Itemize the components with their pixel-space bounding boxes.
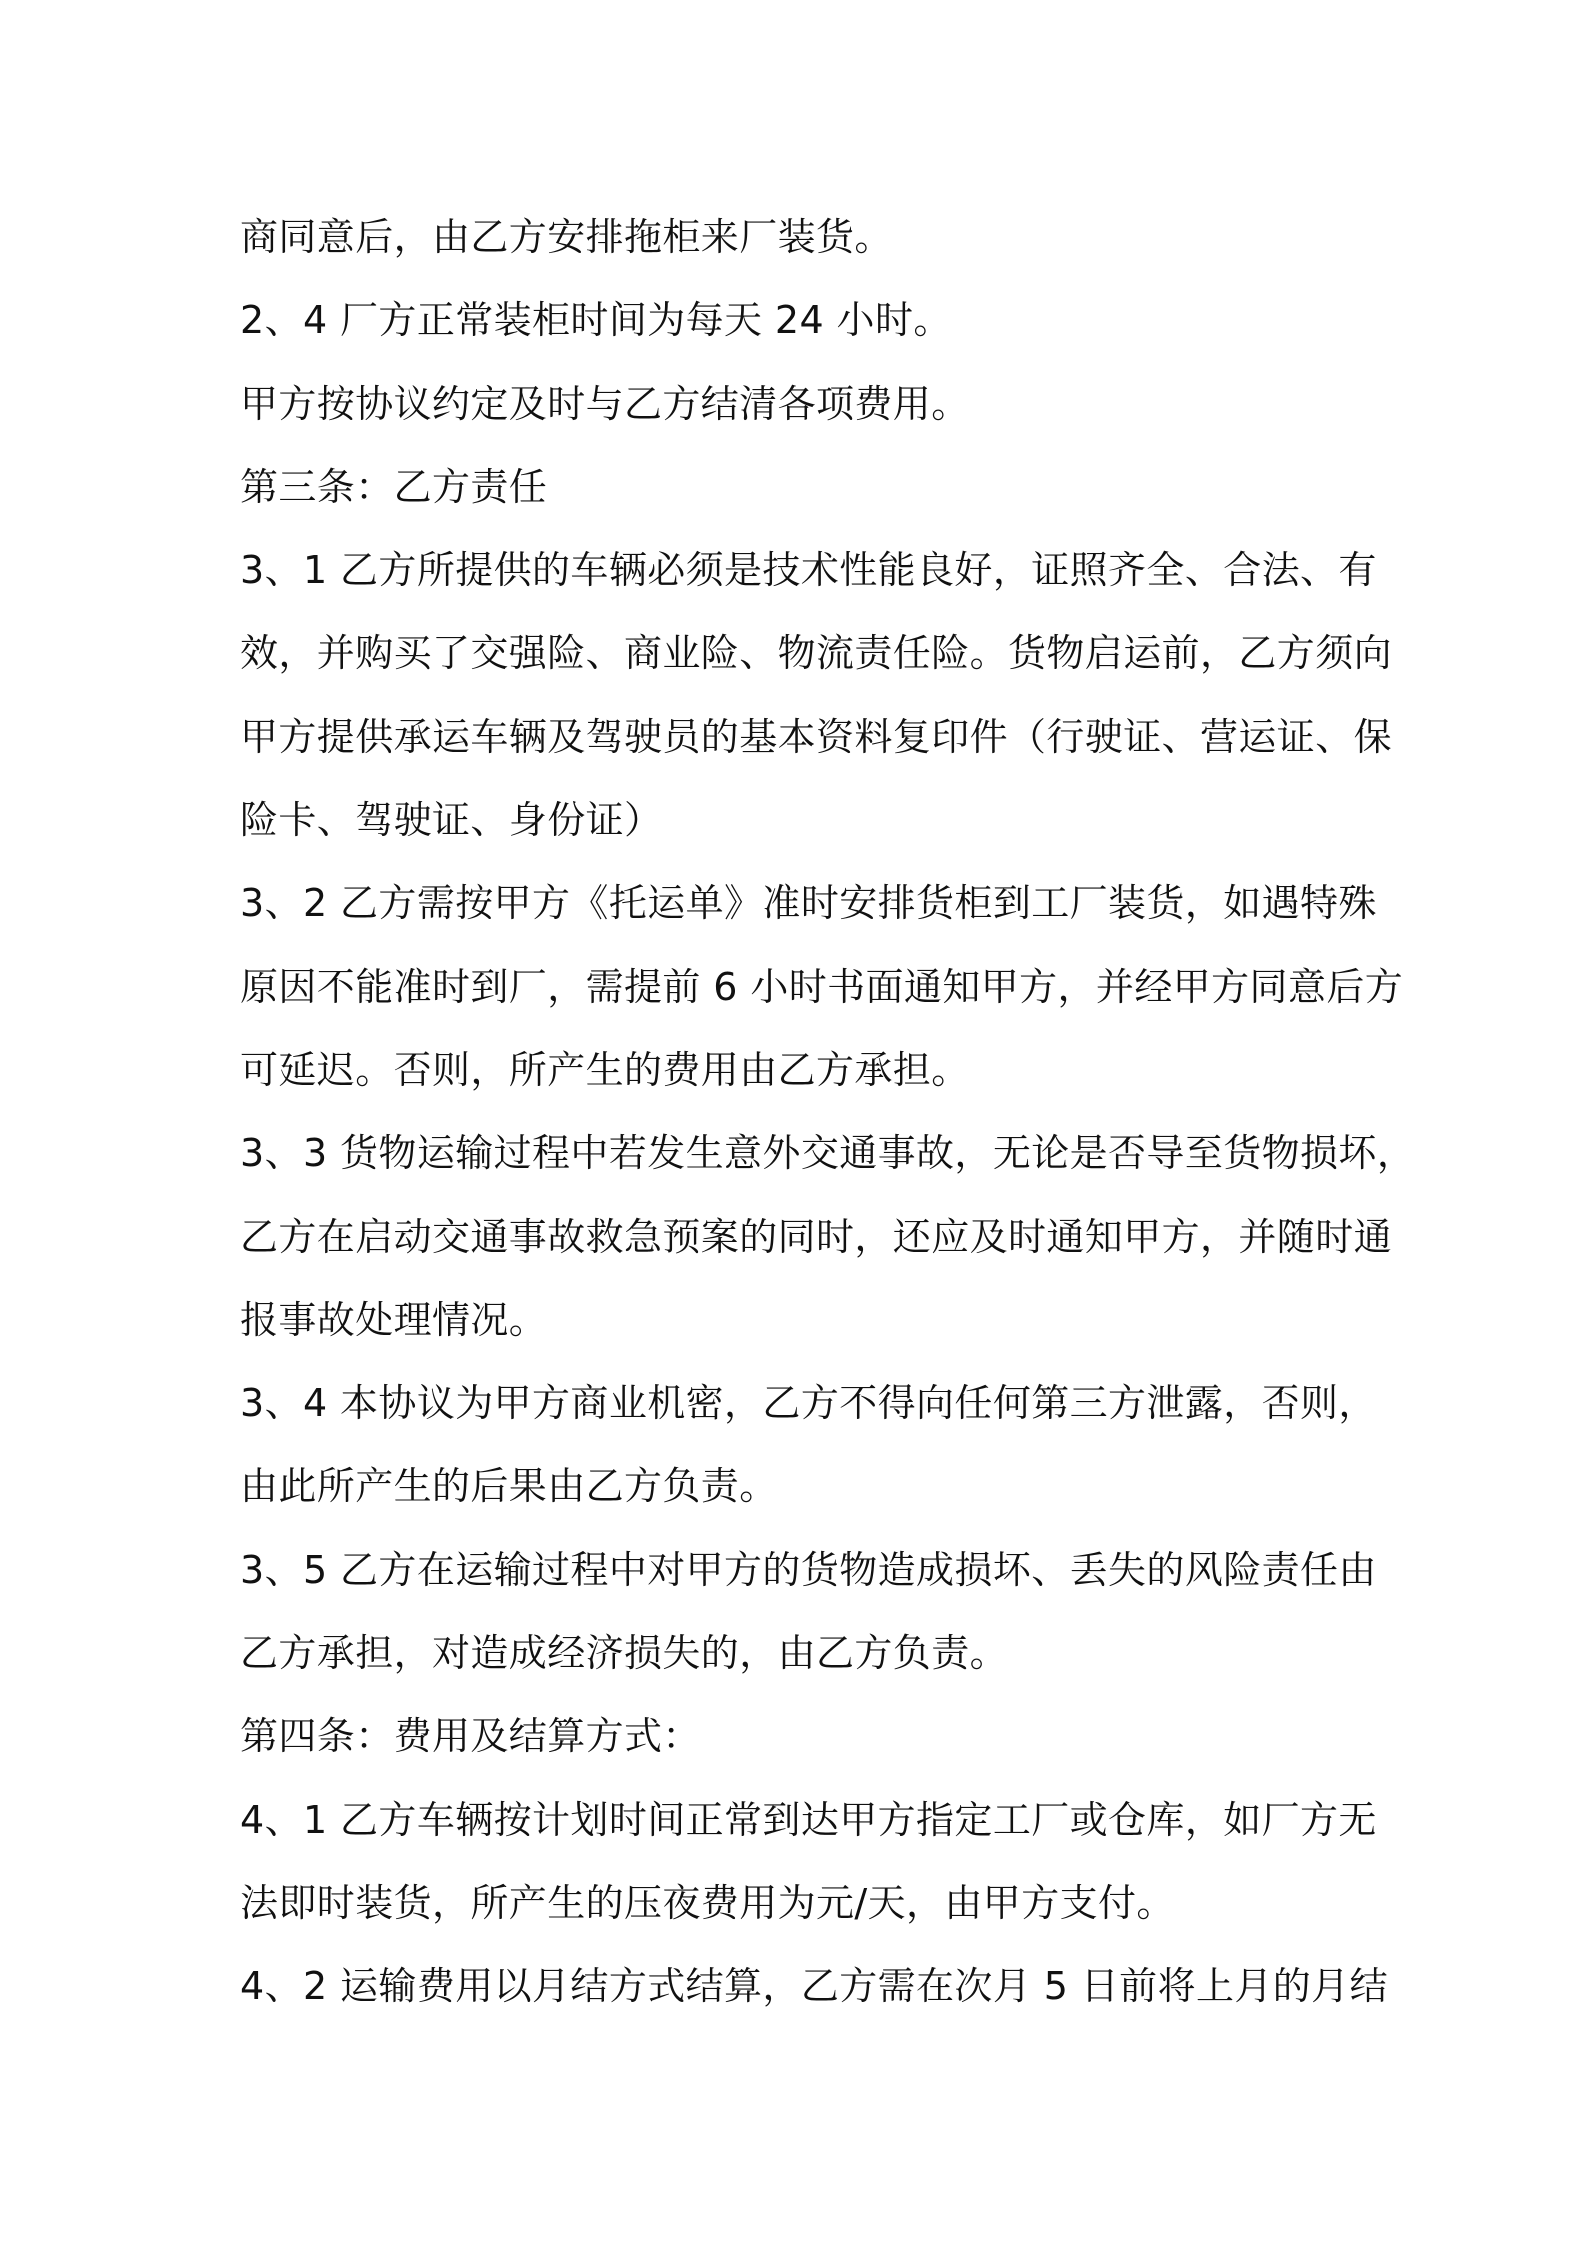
text-line-13: 乙方在启动交通事故救急预案的同时，还应及时通知甲方，并随时通	[240, 1214, 1393, 1259]
text-line-14: 报事故处理情况。	[240, 1297, 548, 1342]
text-line-1: 商同意后，由乙方安排拖柜来厂装货。	[240, 215, 893, 259]
contract-text-block	[240, 196, 1460, 2029]
text-line-6: 效，并购买了交强险、商业险、物流责任险。货物启运前，乙方须向	[240, 631, 1393, 676]
text-line-3: 甲方按协议约定及时与乙方结清各项费用。	[240, 381, 970, 426]
text-line-18: 乙方承担，对造成经济损失的，由乙方负责。	[240, 1631, 1009, 1676]
text-line-17: 3、5 乙方在运输过程中对甲方的货物造成损坏、丢失的风险责任由	[240, 1547, 1377, 1592]
text-line-22: 4、2 运输费用以月结方式结算，乙方需在次月 5 日前将上月的月结	[240, 1964, 1388, 2009]
text-line-21: 法即时装货，所产生的压夜费用为元/天，由甲方支付。	[240, 1880, 1175, 1925]
text-line-2: 2、4 厂方正常装柜时间为每天 24 小时。	[240, 298, 952, 343]
text-line-11: 可延迟。否则，所产生的费用由乙方承担。	[240, 1047, 970, 1092]
section-heading-3: 第三条：乙方责任	[240, 464, 548, 509]
text-line-12: 3、3 货物运输过程中若发生意外交通事故，无论是否导至货物损坏，	[240, 1131, 1416, 1176]
text-line-10: 原因不能准时到厂，需提前 6 小时书面通知甲方，并经甲方同意后方	[240, 964, 1404, 1009]
text-line-7: 甲方提供承运车辆及驾驶员的基本资料复印件（行驶证、营运证、保	[240, 714, 1393, 759]
text-line-15: 3、4 本协议为甲方商业机密，乙方不得向任何第三方泄露，否则，	[240, 1381, 1377, 1426]
text-line-16: 由此所产生的后果由乙方负责。	[240, 1464, 778, 1509]
section-heading-4: 第四条：费用及结算方式：	[240, 1714, 701, 1759]
text-line-8: 险卡、驾驶证、身份证）	[240, 798, 663, 843]
text-line-20: 4、1 乙方车辆按计划时间正常到达甲方指定工厂或仓库，如厂方无	[240, 1797, 1377, 1842]
text-line-9: 3、2 乙方需按甲方《托运单》准时安排货柜到工厂装货，如遇特殊	[240, 881, 1377, 926]
text-line-5: 3、1 乙方所提供的车辆必须是技术性能良好，证照齐全、合法、有	[240, 548, 1377, 593]
